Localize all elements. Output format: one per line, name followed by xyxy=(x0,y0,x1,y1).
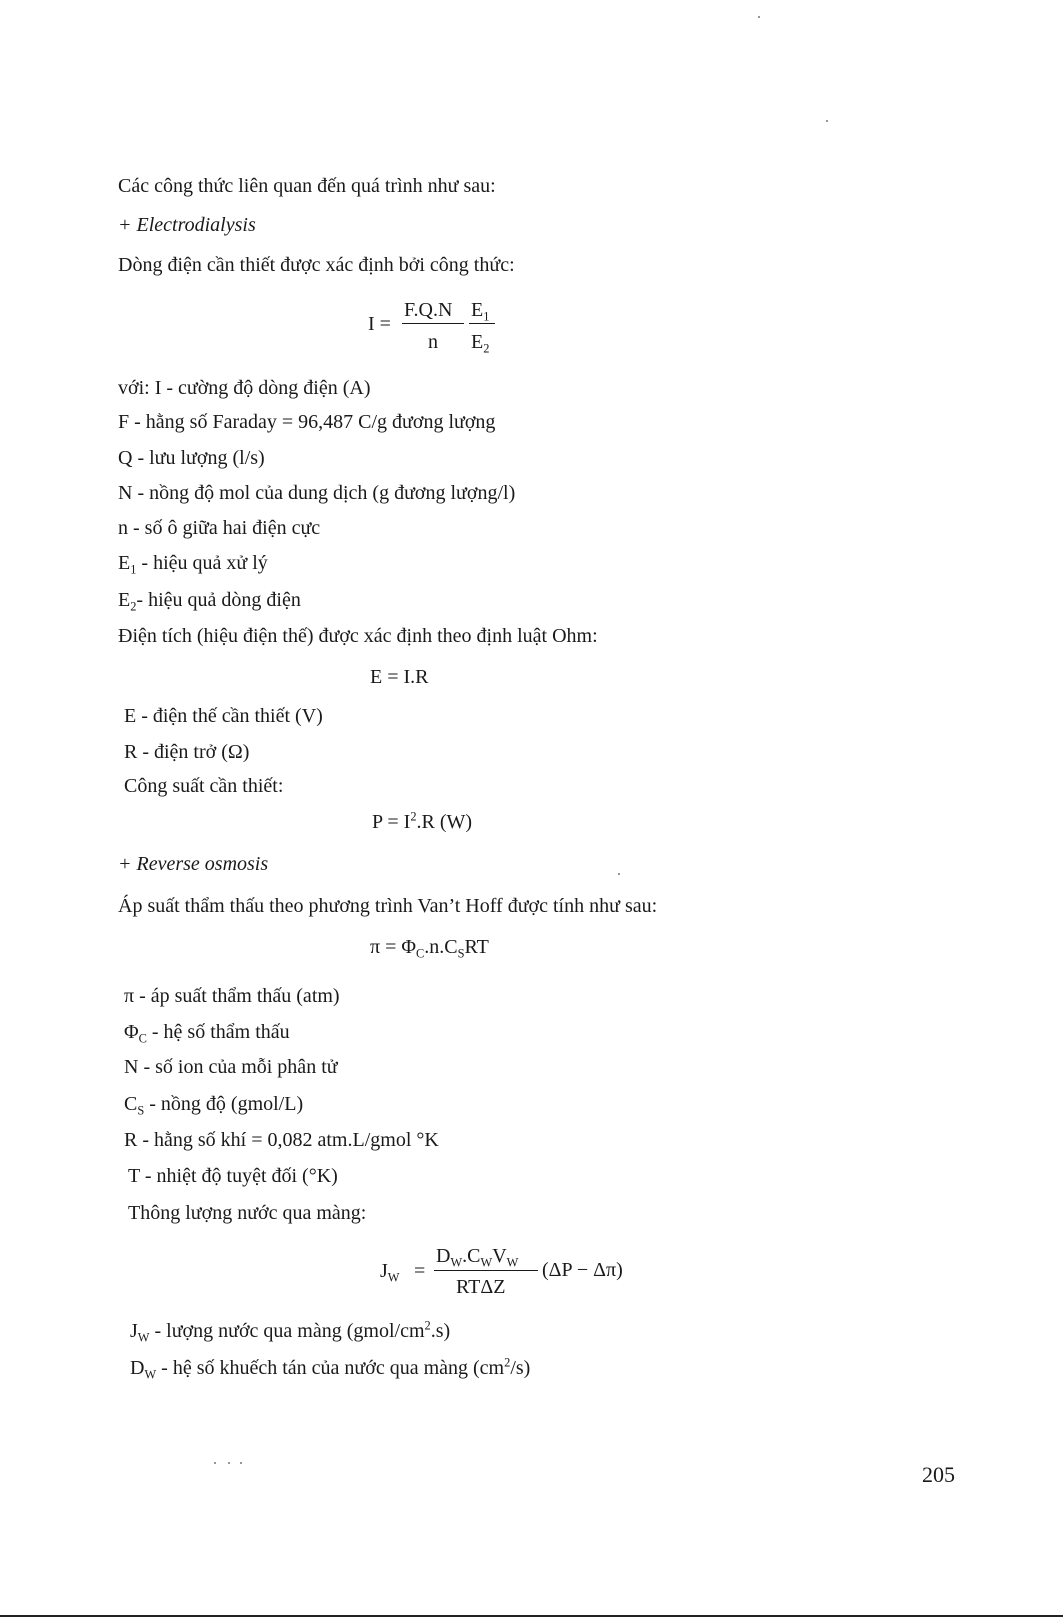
power-desc: Công suất cần thiết: xyxy=(124,775,284,797)
def-n-ions: N - số ion của mỗi phân tử xyxy=(124,1056,338,1078)
eq-current-numerator: F.Q.N xyxy=(404,299,453,321)
def-jw: $J_W$ - lượng nước qua màng $(gmol/cm^2.s)$ xyxy=(130,1318,451,1345)
def-t: T - nhiệt độ tuyệt đối (°K) xyxy=(128,1165,338,1187)
eq-current-lhs: I = xyxy=(368,313,391,335)
eq-flux-denominator: RTΔZ xyxy=(456,1276,506,1298)
equation-ohm: E = I.R xyxy=(370,666,429,688)
intro-text: Các công thức liên quan đến quá trình như sau: xyxy=(118,175,496,197)
def-e2: $E_2-$ hiệu quả dòng điện xyxy=(118,589,301,614)
def-q: Q - lưu lượng (l/s) xyxy=(118,447,265,469)
eq-current-e2: $E_2$ xyxy=(471,331,490,356)
def-n-cells: n - số ô giữa hai điện cực xyxy=(118,517,321,539)
equation-power: $P = I^2.R$ (W) xyxy=(372,809,473,833)
flux-desc: Thông lượng nước qua màng: xyxy=(128,1202,367,1224)
def-pi: π - áp suất thẩm thấu (atm) xyxy=(124,985,340,1007)
def-dw: $D_W$ - hệ số khuếch tán của nước qua màng $(cm^2/s)$ xyxy=(130,1355,531,1382)
scan-speck xyxy=(228,1462,230,1464)
def-f: F - hằng số Faraday = 96,487 C/g đương lượng xyxy=(118,411,496,433)
eq-current-bar-1 xyxy=(402,323,464,324)
equation-water-flux xyxy=(380,1243,650,1303)
section-reverse-osmosis: + Reverse osmosis xyxy=(118,853,269,875)
scan-speck xyxy=(214,1462,216,1464)
electrodialysis-desc: Dòng điện cần thiết được xác định bởi công thức: xyxy=(118,254,515,276)
section-electrodialysis: + Electrodialysis xyxy=(118,214,256,236)
eq-flux-numerator: $D_W.C_WV_W$ xyxy=(436,1245,519,1270)
eq-current-denominator: n xyxy=(428,331,438,353)
def-e-voltage: E - điện thế cần thiết (V) xyxy=(124,705,323,727)
equation-osmotic-pressure: $\pi = \Phi_C.n.C_SRT$ xyxy=(370,936,489,961)
scan-speck xyxy=(826,120,828,122)
def-phi: $\Phi_C$ - hệ số thẩm thấu xyxy=(124,1021,290,1046)
ohm-desc: Điện tích (hiệu điện thế) được xác định theo định luật Ohm: xyxy=(118,625,598,647)
def-n-conc: N - nồng độ mol của dung dịch (g đương lượng/l) xyxy=(118,482,516,504)
def-i: với: I - cường độ dòng điện (A) xyxy=(118,377,371,399)
eq-current-bar-2 xyxy=(469,323,495,324)
eq-flux-lhs: $J_W$ xyxy=(380,1260,400,1285)
def-e1: $E_1$ - hiệu quả xử lý xyxy=(118,552,268,577)
scan-speck xyxy=(240,1462,242,1464)
equation-current xyxy=(368,298,508,358)
def-cs: $C_S$ - nồng độ (gmol/L) xyxy=(124,1093,304,1118)
scan-speck xyxy=(758,16,760,18)
def-r-resistance: R - điện trở (Ω) xyxy=(124,741,250,763)
page-number: 205 xyxy=(922,1462,955,1487)
eq-flux-paren: (ΔP − Δπ) xyxy=(542,1259,623,1281)
scan-speck xyxy=(618,873,620,875)
osmosis-desc: Áp suất thẩm thấu theo phương trình Van’t Hoff được tính như sau: xyxy=(118,895,658,917)
eq-current-e1: $E_1$ xyxy=(471,299,490,324)
page-bottom-edge xyxy=(0,1615,1063,1617)
def-r-gas: R - hằng số khí = 0,082 atm.L/gmol °K xyxy=(124,1129,439,1151)
eq-flux-equals: = xyxy=(414,1260,426,1282)
eq-flux-bar xyxy=(434,1270,538,1271)
